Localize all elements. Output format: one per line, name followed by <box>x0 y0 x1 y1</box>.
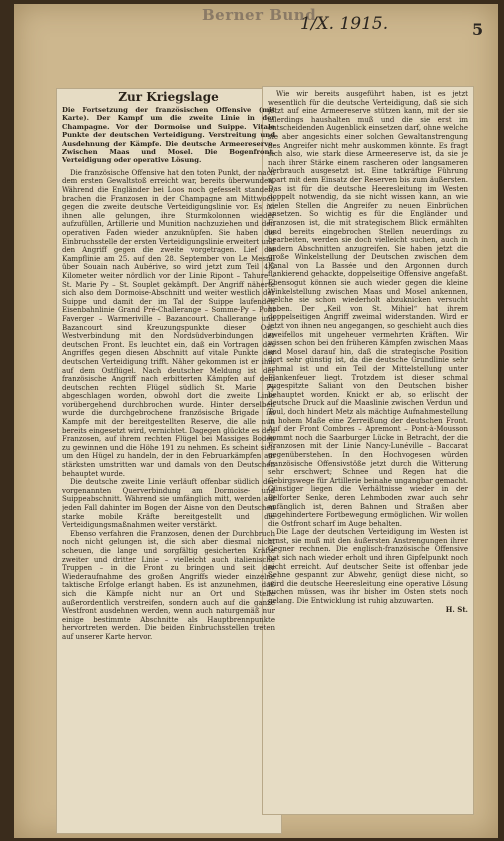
clipping-header <box>14 4 498 42</box>
article-lead: Die Fortsetzung der französischen Offensive (mit Karte). Der Kampf um die zweite Linie in der Champagne. Vor der Dormoise und Suippe. Vitale Punkte der deutschen Verteidigung. Verstreitung und Ausdehnung der Kämpfe. Die deutsche Armeereserve. Zwischen Maas und Mosel. Die Bogenfront. Verteidigung oder operative Lösung. <box>62 106 275 165</box>
article-right-column <box>268 90 468 810</box>
paragraph: Die französische Offensive hat den toten Punkt, der nach dem ersten Gewaltstoß erreicht war, bereits überwunden. Während die Engländer bei Loos noch gefesselt standen, brachen die Franzosen in der Champagne am Mittwoch gegen die zweite deutsche Verteidigungslinie vor. Es ist ihnen alle gelungen, ihre Sturmkolonnen wieder aufzufüllen, Artillerie und Munition nachzuziehen und den operativen Faden wieder anzuknüpfen. Sie haben die Einbruchsstelle der ersten Verteidigungslinie erweitert und den Angriff gegen die zweite vorgetragen. Lief die Kampflinie am 25. auf den 28. September von Le Mesnil über Souain nach Aubérive, so wird jetzt zum Teil 4,5 Kilometer weiter nördlich vor der Linie Ripont – Tahure – St. Marie Py – St. Souplet gekämpft. Der Angriff näherte sich also dem Dormoise-Abschnitt und weiter westlich der Suippe und damit der im Tal der Suippe laufenden Eisenbahnlinie Grand Pré-Challerange – Somme-Py – Pont Faverger – Warmeriville – Bazancourt. Challerange und Bazancourt sind Kreuzungspunkte dieser Ost-Westverbindung mit den Nordsüdverbindungen der deutschen Front. Es leuchtet ein, daß ein Vortragen des Angriffes gegen diesen Abschnitt auf vitale Punkte der deutschen Verteidigung trifft. Näher gekommen ist er ihm auf dem Ostflügel. Nach deutscher Meldung ist der französische Angriff nach erbitterten Kämpfen auf dem deutschen rechten Flügel südlich St. Marie Py abgeschlagen worden, obwohl dort die zweite Linie vorübergehend durchbrochen wurde. Hinter derselben wurde die durchgebrochene französische Brigade im Kampfe mit der bereitgestellten Reserve, die alle nun bereits eingesetzt wird, vernichtet. Dagegen glückte es den Franzosen, auf ihrem rechten Flügel bei Massiges Boden zu gewinnen und die Höhe 191 zu nehmen. Es scheint sich um den Hügel zu handeln, der in den Februarkämpfen am stärksten umstritten war und damals von den Deutschen behauptet wurde. <box>62 168 275 478</box>
author-signature: H. St. <box>445 604 468 614</box>
paragraph: Ebenso verfahren die Franzosen, denen der Durchbruch noch nicht gelungen ist, die sich aber diesmal nicht scheuen, die lange und sorgfältig gesicherten Kräfte zweiter und dritter Linie – vielleicht auch italienische Truppen – in die Front zu bringen und seit der Wiederaufnahme des großen Angriffs wieder einzelne taktische Erfolge erlangt haben. Es ist anzunehmen, daß sich die Kämpfe nicht nur an Ort und Stelle außerordentlich verstreifen, sondern auch auf die ganze Westfront ausdehnen werden, wenn auch naturgemäß nur einige bestimmte Abschnitte als Hauptbrennpunkte hervortreten werden. Die beiden Einbruchsstellen treten auf unserer Karte hervor. <box>62 529 275 641</box>
handwritten-date: 1/X. 1915. <box>300 14 389 34</box>
paragraph: Die Lage der deutschen Verteidigung im Westen ist ernst, sie muß mit den äußersten Anstrengungen ihrer Gegner rechnen. Die englisch-französische Offensive hat sich nach wieder erholt und ihren Gipfelpunkt noch nicht erreicht. Auf deutscher Seite ist offenbar jede Sehne gespannt zur Abwehr, genügt diese nicht, so wird die deutsche Heeresleitung eine operative Lösung suchen müssen, was ihr bisher im Osten stets noch gelang. Die Entwicklung ist ruhig abzuwarten. <box>268 528 468 606</box>
article-left-column <box>62 90 275 830</box>
page-number: 5 <box>472 20 484 39</box>
paragraph: Die deutsche zweite Linie verläuft offenbar südlich der vorgenannten Querverbindung am Dormoise- und Suippeabschnitt. Während sie umfänglich mitt, werden auf jeden Fall dahinter im Bogen der Aisne von den Deutschen starke mobile Kräfte bereitgestellt und die Verteidigungsmaßnahmen weiter verstärkt. <box>62 478 275 530</box>
paragraph: Wie wir bereits ausgeführt haben, ist es jetzt wesentlich für die deutsche Verteidigung, daß sie sich jetzt auf eine Armeereserve stützen kann, mit der sie allerdings haushalten muß und die sie erst im entscheidenden Augenblick einsetzen darf, ohne welche sie aber angesichts einer solchen Gewaltanstrengung des Angreifer nicht mehr auskommen könnte. Es fragt sich also, wie stark diese Armeereserve ist, da sie je nach ihrer Stärke einem rascheren oder langsameren Verbrauch ausgesetzt ist. Eine tatkräftige Führung spart mit dem Einsatz der Reserven bis zum äußersten. Das ist für die deutsche Heeresleitung im Westen doppelt notwendig, da sie nicht wissen kann, an wie vielen Stellen die Angreifer zu neuen Einbrüchen ansetzen. So wichtig es für die Engländer und Franzosen ist, die mit strategischem Blick ermählten und bereits eingebrochen Stellen neuerdings zu bearbeiten, werden sie doch vielleicht suchen, auch in andern Abschnitten anzugreifen. Sie haben jetzt die große Winkelstellung der Deutschen zwischen dem Kanal von La Bassée und den Argonnen durch flankierend gehackte, doppelseitige Offensive angefaßt. Ebensogut können sie auch wieder gegen die kleine Winkelstellung zwischen Maas und Mosel ankennen, welche sie schon wiederholt abzuknicken versucht haben. Der „Keil von St. Mihiel“ hat ihrem doppelseitigen Angriff zweimal widerstanden. Wird er jetzt von ihnen neu angegangen, so geschieht auch dies zweifellos mit ungeheuer vermehrten Kräften. Wir wissen schon bei den früheren Kämpfen zwischen Maas und Mosel darauf hin, daß die strategische Position dort sehr günstig ist, da die deutsche Grundlinie sehr schmal ist und ein Teil der Mittelstellung unter Flankenfeuer liegt. Trotzdem ist dieser schmal zugespitzte Saliant von den Deutschen bisher behauptet worden. Knickt er ab, so erlischt der deutsche Druck auf die Maaslinie zwischen Verdun und Toul, doch hindert Metz als mächtige Aufnahmestellung in hohem Maße eine Zerreißung der deutschen Front. Auf der Front Combres – Apremont – Pont-à-Mousson kommt noch die Saarburger Lücke in Betracht, der die Franzosen mit der Linie Nancy-Lunéville – Baccarat gegenüberstehen. In den Hochvogesen würden französische Offensivstöße jetzt durch die Witterung sehr erschwert; Schnee und Regen hat die Gebirgswege für Artillerie beinahe ungangbar gemacht. Günstiger liegen die Verhältnisse wieder in der Belforter Senke, deren Lehmboden zwar auch sehr anfänglich ist, deren Bahnen und Straßen aber ungehindertere Fortbewegung ermöglichen. Wir wollen die Ostfront scharf im Auge behalten. <box>268 90 468 528</box>
newspaper-name: Berner Bund <box>202 6 317 24</box>
article-title: Zur Kriegslage <box>118 90 219 104</box>
